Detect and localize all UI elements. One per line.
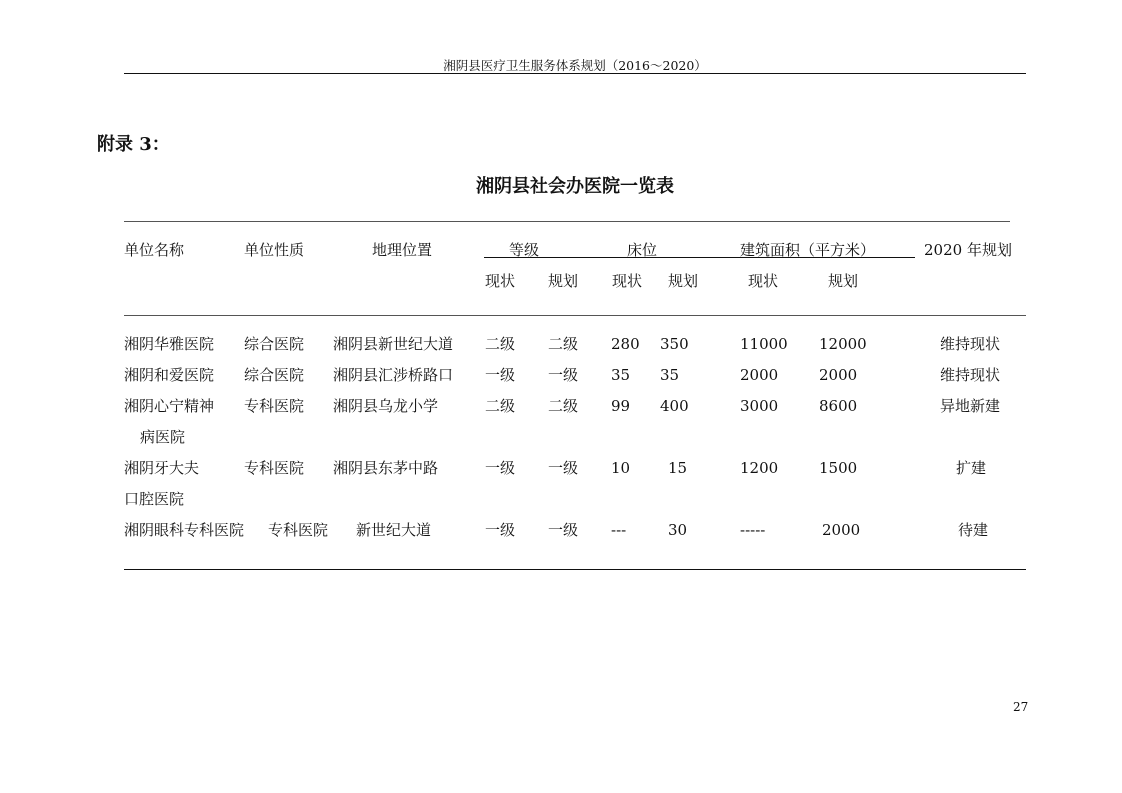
row-4-name-continued: 口腔医院 [124,490,185,508]
row-4-level-plan: 一级 [548,459,579,477]
header-location: 地理位置 [372,241,433,259]
subheader-area-plan: 规划 [828,272,859,290]
row-5-plan-2020: 待建 [958,521,989,539]
row-3-beds-current: 99 [611,397,631,415]
row-5-name: 湘阴眼科专科医院 [124,521,245,539]
subheader-beds-current: 现状 [612,272,643,290]
row-5-nature: 专科医院 [268,521,329,539]
row-5-beds-plan: 30 [668,521,688,539]
row-3-beds-plan: 400 [660,397,689,415]
row-3-name-continued: 病医院 [140,428,186,446]
row-1-level-current: 二级 [485,335,516,353]
row-2-name: 湘阴和爱医院 [124,366,215,384]
row-5-level-plan: 一级 [548,521,579,539]
subheader-area-current: 现状 [748,272,779,290]
row-1-plan-2020: 维持现状 [940,335,1001,353]
table-bottom-rule [124,569,1026,570]
row-4-level-current: 一级 [485,459,516,477]
row-2-level-plan: 一级 [548,366,579,384]
row-5-area-plan: 2000 [822,521,861,539]
row-1-beds-current: 280 [611,335,640,353]
row-3-plan-2020: 异地新建 [940,397,1001,415]
row-5-location: 新世纪大道 [356,521,432,539]
row-4-beds-current: 10 [611,459,631,477]
row-1-location: 湘阴县新世纪大道 [333,335,454,353]
row-4-area-plan: 1500 [819,459,858,477]
header-plan-2020: 2020 年规划 [924,241,1012,259]
subheader-level-current: 现状 [485,272,516,290]
header-unit-name: 单位名称 [124,241,185,259]
row-2-beds-current: 35 [611,366,631,384]
row-2-beds-plan: 35 [660,366,680,384]
row-4-beds-plan: 15 [668,459,688,477]
row-1-level-plan: 二级 [548,335,579,353]
row-4-plan-2020: 扩建 [956,459,987,477]
page-number: 27 [1013,700,1029,714]
row-5-beds-current: --- [611,521,627,539]
row-2-nature: 综合医院 [244,366,305,384]
row-3-name: 湘阴心宁精神 [124,397,215,415]
header-level: 等级 [509,241,540,259]
row-1-area-current: 11000 [740,335,788,353]
row-2-area-plan: 2000 [819,366,858,384]
row-2-level-current: 一级 [485,366,516,384]
row-4-name: 湘阴牙大夫 [124,459,200,477]
row-3-area-current: 3000 [740,397,779,415]
appendix-label: 附录 3： [97,134,170,155]
header-rule [124,73,1026,74]
table-top-rule [124,221,1010,222]
row-2-location: 湘阴县汇涉桥路口 [333,366,454,384]
row-3-level-current: 二级 [485,397,516,415]
row-2-area-current: 2000 [740,366,779,384]
table-title: 湘阴县社会办医院一览表 [476,176,674,197]
row-5-level-current: 一级 [485,521,516,539]
subheader-level-plan: 规划 [548,272,579,290]
row-3-location: 湘阴县乌龙小学 [333,397,439,415]
header-bottom-rule [124,315,1026,316]
running-header: 湘阴县医疗卫生服务体系规划（2016～2020） [443,58,707,73]
row-3-area-plan: 8600 [819,397,858,415]
row-4-location: 湘阴县东茅中路 [333,459,439,477]
row-3-nature: 专科医院 [244,397,305,415]
header-floor-area: 建筑面积（平方米） [740,241,876,259]
row-4-area-current: 1200 [740,459,779,477]
row-1-area-plan: 12000 [819,335,867,353]
row-1-nature: 综合医院 [244,335,305,353]
row-4-nature: 专科医院 [244,459,305,477]
row-2-plan-2020: 维持现状 [940,366,1001,384]
row-1-name: 湘阴华雅医院 [124,335,215,353]
header-unit-nature: 单位性质 [244,241,305,259]
row-1-beds-plan: 350 [660,335,689,353]
subheader-beds-plan: 规划 [668,272,699,290]
row-3-level-plan: 二级 [548,397,579,415]
row-5-area-current: ----- [740,521,766,539]
header-group-underline [484,257,915,258]
header-beds: 床位 [627,241,658,259]
